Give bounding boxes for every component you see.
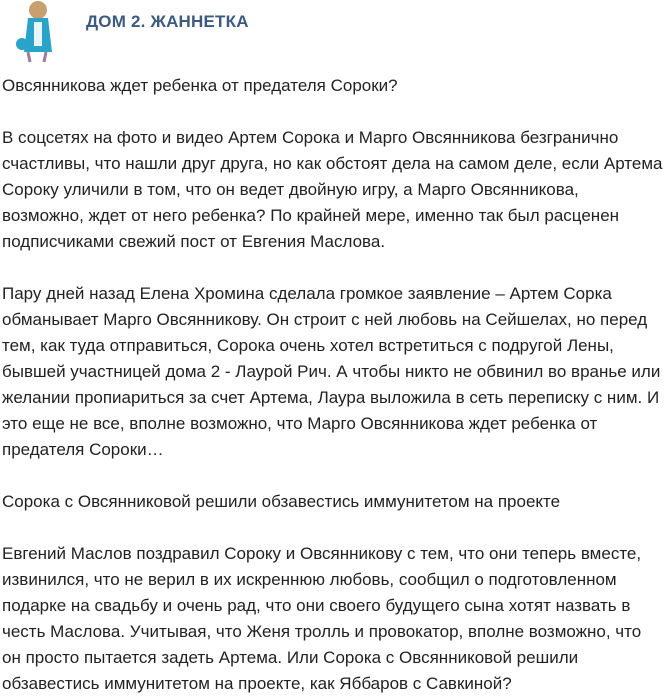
article <box>0 73 670 697</box>
header <box>0 0 670 68</box>
text-line: он просто пытается задеть Артема. Или Сорока с Овсянниковой решили <box>2 648 579 667</box>
text-line: Пару дней назад Елена Хромина сделала громкое заявление – Артем Сорка <box>2 284 612 303</box>
text-line: желании пропиариться за счет Артема, Лаура выложила в сеть переписку с ним. И <box>2 388 660 407</box>
text-line: извинился, что не верил в их искреннюю любовь, сообщил о подготовленном <box>2 570 617 589</box>
article-subheading <box>2 489 670 515</box>
logo-icon[interactable] <box>8 0 64 64</box>
text-line: счастливы, что нашли друг друга, но как обстоят дела на самом деле, если Артема <box>2 154 663 173</box>
text-line: обманывает Марго Овсянникову. Он строит с ней любовь на Сейшелах, но перед <box>2 310 648 329</box>
text-line: возможно, ждет от него ребенка? По крайней мере, именно так был расценен <box>2 206 620 225</box>
text-line: тем, как туда отправиться, Сорока очень хотел встретиться с подругой Лены, <box>2 336 614 355</box>
text-line: обзавестись иммунитетом на проекте, как Яббаров с Савкиной? <box>2 674 512 693</box>
text-line: честь Маслова. Учитывая, что Женя тролль и провокатор, вполне возможно, что <box>2 622 642 641</box>
text-line: Сорока с Овсянниковой решили обзавестись иммунитетом на проекте <box>2 492 561 511</box>
text-line: предателя Сороки… <box>2 440 164 459</box>
article-paragraph <box>2 281 670 463</box>
text-line: В соцсетях на фото и видео Артем Сорока и Марго Овсянникова безгранично <box>2 128 619 147</box>
text-line: подписчиками свежий пост от Евгения Маслова. <box>2 232 386 251</box>
site-title[interactable]: ДОМ 2. ЖАННЕТКА <box>86 12 249 31</box>
article-title: Овсянникова ждет ребенка от предателя Сороки? <box>2 76 398 95</box>
text-line: бывшей участницей дома 2 - Лаурой Рич. А чтобы никто не обвинил во вранье или <box>2 362 661 381</box>
text-line: подарке на свадьбу и очень рад, что они своего будущего сына хотят назвать в <box>2 596 631 615</box>
article-paragraph <box>2 541 670 697</box>
text-line: Евгений Маслов поздравил Сороку и Овсянникову с тем, что они теперь вместе, <box>2 544 642 563</box>
article-paragraph <box>2 125 670 255</box>
text-line: это еще не все, вполне возможно, что Марго Овсянникова ждет ребенка от <box>2 414 598 433</box>
text-line: Сороку уличили в том, что он ведет двойную игру, а Марго Овсянникова, <box>2 180 579 199</box>
